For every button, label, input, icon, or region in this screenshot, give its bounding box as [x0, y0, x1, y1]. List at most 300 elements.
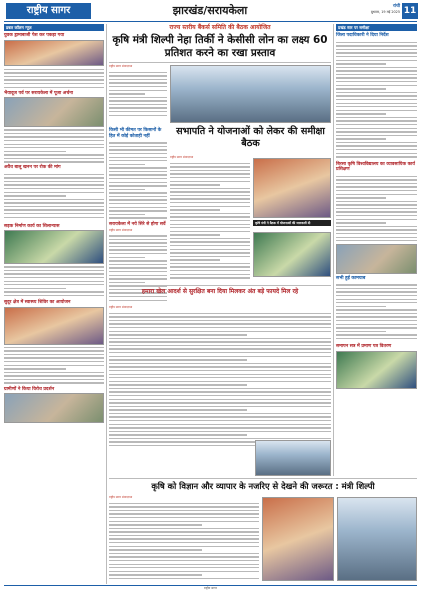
text-line [109, 149, 167, 150]
page-number: 11 [402, 3, 418, 19]
mid-column-headline-1: किसी भी कीमत पर किसानों के हित में कोई कोताही नहीं [109, 128, 162, 139]
bottom-story-photo [262, 497, 334, 581]
text-line [4, 209, 104, 210]
text-line [109, 377, 331, 378]
text-line [336, 49, 417, 50]
third-story-rule [109, 285, 331, 286]
text-line [170, 163, 250, 164]
text-line [109, 160, 167, 161]
text-line [4, 181, 104, 182]
text-line [336, 334, 417, 335]
text-line [4, 151, 66, 152]
text-line [336, 190, 417, 191]
text-line [4, 83, 104, 84]
text-line [336, 142, 417, 143]
text-line [336, 99, 417, 100]
text-line [4, 188, 104, 189]
text-line [109, 553, 259, 554]
text-line [336, 95, 417, 96]
text-line [109, 542, 259, 543]
text-line [109, 546, 259, 547]
text-line [4, 291, 104, 292]
text-line [4, 372, 104, 373]
left-story-4-photo [4, 230, 104, 264]
text-line [336, 309, 417, 310]
text-line [109, 338, 331, 339]
masthead [0, 0, 421, 22]
text-line [336, 194, 417, 195]
left-story-5-headline: सुदूर क्षेत्र में स्वास्थ्य शिविर का आयोजन [4, 300, 71, 305]
text-line [336, 183, 417, 184]
left-story-1-body [4, 67, 104, 89]
text-line [4, 76, 104, 77]
text-line [4, 368, 66, 369]
right-body-2 [336, 174, 417, 244]
text-line [4, 266, 104, 267]
text-line [4, 174, 104, 175]
text-line [109, 409, 247, 410]
text-line [4, 347, 104, 348]
text-line [336, 56, 417, 57]
top-story-headline: कृषि मंत्री शिल्पी नेहा तिर्की ने केसीसी लोन का लक्ष्य 60 प्रतिशत करने का रखा प्रस्ताव [112, 33, 328, 60]
left-story-6-headline: ग्रामीणों ने किया विरोध प्रदर्शन [4, 386, 55, 392]
text-line [109, 275, 167, 276]
right-headline-3: सभी हुई कामयाब [336, 275, 366, 281]
text-line [170, 188, 250, 189]
text-line [109, 399, 331, 400]
text-line [109, 217, 167, 218]
text-line [336, 92, 417, 93]
left-story-4-headline: सड़क निर्माण कार्य का शिलान्यास [4, 223, 60, 229]
text-line [109, 153, 167, 154]
text-line [336, 120, 417, 121]
section-title: झारखंड/सरायकेला [172, 4, 248, 17]
text-line [4, 284, 104, 285]
text-line [109, 82, 167, 83]
left-story-5-body [4, 345, 104, 385]
text-line [4, 350, 104, 351]
text-line [4, 69, 104, 70]
text-line [109, 203, 167, 204]
column-rule-2 [333, 24, 334, 476]
left-story-5-photo [4, 307, 104, 345]
text-line [109, 348, 331, 349]
text-line [109, 104, 167, 105]
left-story-3-headline: अवैध बालू खनन पर रोक की मांग [4, 165, 61, 170]
text-line [4, 202, 104, 203]
text-line [170, 195, 250, 196]
dateline-city: रांची [392, 4, 400, 9]
top-story [109, 24, 331, 61]
text-line [4, 87, 104, 88]
left-story-3-body [4, 172, 104, 222]
right-body-1 [336, 40, 417, 160]
text-line [4, 277, 104, 278]
text-line [336, 52, 417, 53]
text-line [109, 549, 202, 550]
text-line [336, 313, 417, 314]
text-line [109, 420, 331, 421]
second-story-body [170, 160, 250, 280]
text-line [336, 74, 417, 75]
text-line [336, 306, 386, 307]
text-line [109, 567, 259, 568]
text-line [336, 237, 417, 238]
text-line [4, 295, 104, 296]
text-line [336, 88, 386, 89]
text-line [336, 179, 417, 180]
text-line [109, 352, 331, 353]
top-story-photo [170, 65, 331, 123]
text-line [109, 521, 259, 522]
text-line [109, 97, 167, 98]
text-line [336, 124, 417, 125]
text-line [109, 510, 259, 511]
text-line [170, 241, 250, 242]
text-line [170, 177, 250, 178]
text-line [109, 313, 331, 314]
left-story-2-photo [4, 97, 104, 127]
text-line [170, 245, 250, 246]
text-line [109, 249, 167, 250]
text-line [109, 506, 259, 507]
text-line [4, 361, 104, 362]
text-line [109, 560, 259, 561]
text-line [4, 281, 104, 282]
text-line [109, 86, 167, 87]
text-line [336, 291, 417, 292]
text-line [336, 176, 417, 177]
text-line [109, 316, 331, 317]
text-line [109, 264, 167, 265]
bottom-story-byline: राष्ट्रीय सागर संवाददाता [109, 495, 133, 499]
text-line [4, 375, 104, 376]
second-story-byline: राष्ट्रीय सागर संवाददाता [170, 155, 194, 159]
second-story [170, 126, 331, 151]
text-line [336, 106, 417, 107]
text-line [336, 299, 417, 300]
text-line [336, 324, 417, 325]
text-line [170, 259, 220, 260]
text-line [170, 220, 250, 221]
text-line [4, 270, 104, 271]
text-line [109, 370, 331, 371]
text-line [109, 260, 167, 261]
text-line [109, 431, 331, 432]
masthead-rule [4, 21, 417, 22]
text-line [4, 354, 104, 355]
text-line [4, 217, 104, 218]
mid-column-headline-2: सरायकेला में नये सिरे से होगा सर्वे [109, 222, 166, 227]
text-line [109, 271, 167, 272]
text-line [4, 79, 104, 80]
text-line [109, 538, 259, 539]
right-photo-1 [336, 244, 417, 274]
text-line [109, 578, 259, 579]
text-line [109, 374, 331, 375]
text-line [170, 224, 250, 225]
text-line [336, 85, 417, 86]
text-line [109, 402, 331, 403]
text-line [170, 249, 250, 250]
text-line [109, 434, 247, 435]
text-line [109, 524, 202, 525]
text-line [109, 171, 167, 172]
text-line [109, 199, 167, 200]
text-line [109, 142, 167, 143]
text-line [336, 284, 417, 285]
text-line [336, 135, 417, 136]
text-line [4, 144, 104, 145]
text-line [109, 323, 331, 324]
mid-column-byline: राष्ट्रीय सागर संवाददाता [109, 227, 133, 232]
text-line [336, 45, 417, 46]
text-line [109, 196, 167, 197]
bottom-story-rule [109, 478, 417, 479]
text-line [4, 154, 104, 155]
text-line [336, 145, 417, 146]
text-line [4, 177, 104, 178]
text-line [109, 535, 259, 536]
bottom-story-text [109, 500, 259, 580]
text-line [109, 75, 167, 76]
third-story-photo [255, 440, 331, 476]
text-line [170, 202, 250, 203]
text-line [336, 208, 417, 209]
text-line [336, 222, 386, 223]
text-line [109, 72, 167, 73]
bottom-story [109, 481, 417, 492]
text-line [109, 235, 167, 236]
left-story-2-body [4, 127, 104, 163]
text-line [4, 184, 104, 185]
text-line [109, 79, 167, 80]
text-line [170, 198, 250, 199]
text-line [4, 133, 104, 134]
text-line [4, 213, 104, 214]
left-story-6-photo [4, 393, 104, 423]
text-line [109, 115, 167, 116]
second-story-photo [253, 158, 331, 218]
text-line [109, 320, 331, 321]
text-line [109, 164, 145, 165]
text-line [336, 316, 417, 317]
text-line [109, 90, 167, 91]
text-line [336, 226, 417, 227]
text-line [109, 341, 331, 342]
text-line [109, 366, 331, 367]
text-line [109, 416, 331, 417]
text-line [170, 227, 250, 228]
text-line [336, 288, 417, 289]
text-line [109, 359, 247, 360]
text-line [109, 185, 167, 186]
text-line [336, 113, 386, 114]
text-line [336, 81, 417, 82]
text-line [170, 252, 250, 253]
text-line [336, 77, 417, 78]
text-line [109, 214, 145, 215]
text-line [4, 161, 104, 162]
right-body-3 [336, 282, 417, 342]
text-line [336, 186, 417, 187]
left-story-1-headline: युवक ड्रामाबाजी पेश कर पकड़ा गया [4, 33, 65, 38]
text-line [336, 138, 386, 139]
text-line [170, 209, 220, 210]
third-story-body [109, 306, 331, 450]
text-line [109, 242, 167, 243]
text-line [109, 278, 167, 279]
text-line [109, 381, 331, 382]
text-line [336, 42, 417, 43]
top-story-body [109, 69, 167, 117]
text-line [336, 240, 417, 241]
text-line [4, 140, 104, 141]
top-story-body-column [109, 65, 167, 117]
text-line [336, 215, 417, 216]
text-line [109, 564, 259, 565]
right-headline-2: बिरसा कृषि विश्वविद्यालय का व्यावसायिक कार्य प्रशिक्षण [336, 161, 415, 172]
text-line [109, 257, 145, 258]
text-line [336, 295, 417, 296]
text-line [170, 234, 220, 235]
text-line [336, 197, 386, 198]
text-line [170, 238, 250, 239]
text-line [336, 201, 417, 202]
text-line [109, 189, 145, 190]
text-line [109, 93, 145, 94]
text-line [109, 528, 259, 529]
text-line [4, 192, 104, 193]
text-line [170, 166, 250, 167]
text-line [336, 204, 417, 205]
text-line [336, 70, 417, 71]
text-line [170, 256, 250, 257]
text-line [4, 206, 104, 207]
text-line [109, 282, 145, 283]
text-line [336, 233, 417, 234]
text-line [336, 211, 417, 212]
text-line [109, 345, 331, 346]
left-story-2-headline: भैयादूज पर्व पर सरायकेला में पूजा अर्चना [4, 90, 73, 96]
right-photo-2 [336, 351, 417, 389]
text-line [4, 136, 104, 137]
text-line [109, 406, 331, 407]
text-line [109, 571, 259, 572]
text-line [336, 117, 417, 118]
second-story-body-column [170, 156, 250, 280]
text-line [109, 182, 167, 183]
dateline-date: बुधवार, 19 मई 2025 [370, 9, 400, 14]
text-line [336, 60, 417, 61]
text-line [109, 178, 167, 179]
top-story-kicker: राज्य स्तरीय बैंकर्स समिति की बैठक आयोजित [169, 24, 271, 31]
right-column [336, 24, 417, 389]
text-line [336, 338, 417, 339]
text-line [170, 216, 250, 217]
bottom-story-headline: कृषि को विज्ञान और व्यापार के नजरिए से देखने की जरूरत : मंत्री शिल्पी [151, 481, 375, 491]
text-line [109, 300, 167, 301]
text-line [4, 379, 104, 380]
text-line [109, 246, 167, 247]
text-line [109, 388, 331, 389]
text-line [336, 63, 386, 64]
text-line [170, 277, 250, 278]
text-line [109, 356, 331, 357]
text-line [109, 574, 202, 575]
text-line [109, 192, 167, 193]
mid-column-body-1 [109, 140, 167, 220]
text-line [109, 363, 331, 364]
text-line [336, 156, 417, 157]
text-line [170, 206, 250, 207]
text-line [336, 67, 417, 68]
mid-column [109, 126, 167, 303]
text-line [109, 210, 167, 211]
text-line [170, 170, 250, 171]
third-story-byline: राष्ट्रीय सागर संवाददाता [109, 305, 133, 309]
left-strip: डबल कॉलम न्यूज़ [4, 24, 104, 31]
text-line [336, 149, 417, 150]
text-line [109, 146, 167, 147]
text-line [4, 273, 104, 274]
text-line [336, 327, 417, 328]
third-story-headline: हमारा खेल आदर्श से सुरक्षित बना दिया मिलकर अंत बड़े फायदे मिल रहे [141, 288, 299, 295]
left-story-1-photo [4, 40, 104, 66]
text-line [336, 110, 417, 111]
third-story-text [109, 310, 331, 450]
text-line [336, 302, 417, 303]
text-line [4, 288, 66, 289]
text-line [170, 184, 220, 185]
text-line [170, 231, 250, 232]
bottom-story-body [109, 496, 259, 580]
text-line [109, 503, 259, 504]
text-line [336, 331, 386, 332]
text-line [109, 384, 247, 385]
text-line [109, 424, 331, 425]
text-line [170, 213, 250, 214]
text-line [4, 195, 66, 196]
text-line [109, 111, 167, 112]
right-headline-1: जिला पदाधिकारी ने दिया निर्देश [336, 33, 389, 38]
text-line [109, 556, 259, 557]
left-story-4-body [4, 264, 104, 298]
text-line [4, 365, 104, 366]
text-line [109, 207, 167, 208]
text-line [4, 129, 104, 130]
text-line [109, 334, 247, 335]
right-headline-4: समापन सत्र में प्रमाण पत्र वितरण [336, 344, 392, 349]
text-line [336, 128, 417, 129]
text-line [109, 331, 331, 332]
text-line [109, 513, 259, 514]
text-line [109, 327, 331, 328]
top-story-byline: राष्ट्रीय सागर संवाददाता [109, 64, 133, 68]
text-line [109, 157, 167, 158]
third-story [109, 288, 331, 296]
right-strip: प्रखंड स्तर पर समीक्षा [336, 24, 417, 31]
second-story-photo-2 [253, 232, 331, 277]
footer-text: राष्ट्रीय सागर [204, 586, 217, 590]
second-story-headline: सभापति ने योजनाओं को लेकर की समीक्षा बैठक [176, 126, 325, 150]
text-line [109, 395, 331, 396]
text-line [336, 153, 417, 154]
text-line [4, 72, 104, 73]
text-line [170, 266, 250, 267]
text-line [109, 391, 331, 392]
caption-box [253, 220, 331, 226]
